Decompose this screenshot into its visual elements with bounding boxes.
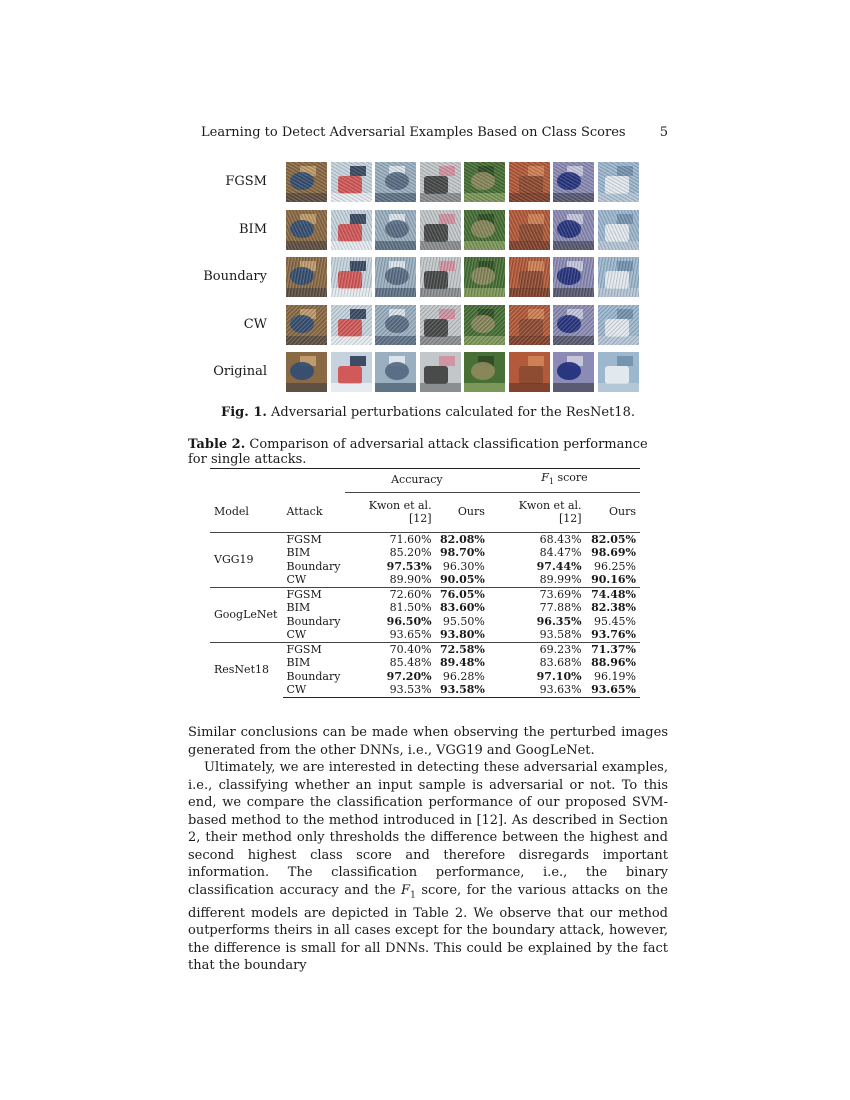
f1-ours-cell: 96.25%: [594, 559, 636, 573]
acc-kwon-cell: 72.60%: [345, 587, 436, 601]
figure-row-label: Boundary: [203, 269, 267, 284]
col-f1-ours: Ours: [586, 492, 640, 532]
thumbnail-frog: [464, 352, 505, 392]
figure-caption-label: Fig. 1.: [221, 405, 267, 420]
col-model: Model: [210, 492, 283, 532]
thumbnail-airplane: [420, 257, 461, 297]
table-row: [210, 642, 640, 656]
figure-row-label: FGSM: [225, 174, 267, 189]
acc-kwon-cell: 89.90%: [389, 573, 432, 587]
thumbnail-truck: [553, 352, 594, 392]
f1-ours-cell: 82.05%: [591, 532, 636, 546]
figure-row: [195, 162, 645, 202]
thumbnail-frog2: [509, 210, 550, 250]
thumbnail-ship2: [375, 162, 416, 202]
figure-row-label: Original: [213, 364, 267, 379]
f1-symbol: F: [541, 471, 549, 484]
table-column-header-row: [210, 492, 640, 532]
attack-cell: BIM: [286, 601, 311, 615]
f1-ours-cell: 74.48%: [586, 587, 640, 601]
thumbnail-ship2: [375, 257, 416, 297]
col-acc-kwon: Kwon et al. [12]: [345, 492, 436, 532]
acc-kwon-cell: 70.40%: [345, 642, 436, 656]
f1-subscript: 1: [548, 477, 554, 487]
f1-ours-cell: 95.45%: [594, 614, 636, 628]
f1-kwon-cell: 73.69%: [489, 587, 586, 601]
figure-row: [195, 210, 645, 250]
f1-ours-cell: 71.37%: [586, 642, 640, 656]
f1-kwon-cell: 97.10%: [536, 669, 582, 683]
thumbnail-airplane: [420, 305, 461, 345]
f1-ours-cell: 93.65%: [586, 683, 640, 697]
thumbnail-truck: [553, 257, 594, 297]
acc-kwon-cell: 81.50%: [389, 601, 432, 615]
acc-ours-cell: 72.58%: [436, 642, 489, 656]
table-caption: [188, 437, 668, 467]
thumbnail-airplane: [420, 210, 461, 250]
acc-ours-cell: 98.70%: [439, 546, 485, 560]
f1-kwon-cell: 83.68%: [539, 656, 582, 670]
thumbnail-frog2: [509, 305, 550, 345]
acc-ours-cell: 83.60%: [439, 601, 485, 615]
thumbnail-ship: [331, 352, 372, 392]
acc-ours-cell: 90.05%: [439, 573, 485, 587]
thumbnail-truck: [553, 210, 594, 250]
col-f1-kwon: Kwon et al. [12]: [489, 492, 586, 532]
acc-kwon-cell: 85.20%: [389, 546, 432, 560]
f1-ours-cell: 93.76%: [591, 628, 636, 642]
thumbnail-ship2: [375, 352, 416, 392]
table-caption-text: Comparison of adversarial attack classification performance for single attacks.: [188, 437, 648, 467]
table-caption-label: Table 2.: [188, 437, 246, 452]
thumbnail-cat: [286, 305, 327, 345]
attack-cell: Boundary: [286, 559, 341, 573]
acc-kwon-cell: 85.48%: [389, 656, 432, 670]
acc-kwon-cell: 97.20%: [386, 669, 432, 683]
thumbnail-ship: [331, 162, 372, 202]
thumbnail-bird: [598, 210, 639, 250]
thumbnail-ship: [331, 210, 372, 250]
acc-ours-cell: 96.28%: [442, 669, 485, 683]
body-paragraph-2-part-b: score, for the various attacks on the different models are depicted in Table 2. We observe that our method outperforms theirs in all cases except for the boundary attack, however, the difference is small for all DNNs. This could be explained by the fact that the boundary: [188, 882, 668, 974]
figure-caption: [188, 405, 668, 420]
thumbnail-truck: [553, 305, 594, 345]
acc-ours-cell: 76.05%: [436, 587, 489, 601]
results-table: [210, 468, 640, 698]
thumbnail-ship2: [375, 305, 416, 345]
f1-ours-cell: 82.38%: [591, 601, 636, 615]
f1-kwon-cell: 89.99%: [539, 573, 582, 587]
body-text: [188, 724, 668, 975]
body-paragraph-1: Similar conclusions can be made when observing the perturbed images generated from the other DNNs, i.e., VGG19 and GoogLeNet.: [188, 725, 668, 758]
body-paragraph-2-part-a: Ultimately, we are interested in detecting these adversarial examples, i.e., classifying whether an input sample is adversarial or not. To this end, we compare the classification performance of our proposed SVM-based method to the method introduced in [12]. As described in Section 2, their method only thresholds the difference between the highest and second highest class score and therefore disregards important information. The classification performance, i.e., the binary classification accuracy and the: [188, 760, 668, 898]
acc-kwon-cell: 93.53%: [345, 683, 436, 697]
thumbnail-bird: [598, 257, 639, 297]
thumbnail-ship: [331, 305, 372, 345]
running-title: Learning to Detect Adversarial Examples Based on Class Scores: [201, 125, 626, 140]
acc-kwon-cell: 93.65%: [389, 628, 432, 642]
table-row: [210, 587, 640, 601]
f1-group-header-label: score: [557, 471, 588, 484]
f1-kwon-cell: 93.58%: [539, 628, 582, 642]
thumbnail-cat: [286, 210, 327, 250]
f1-ours-cell: 88.96%: [591, 656, 636, 670]
thumbnail-frog2: [509, 162, 550, 202]
model-cell: VGG19: [214, 552, 254, 566]
thumbnail-frog: [464, 210, 505, 250]
thumbnail-airplane: [420, 352, 461, 392]
attack-cell: CW: [286, 628, 307, 642]
thumbnail-ship2: [375, 210, 416, 250]
f1-kwon-cell: 97.44%: [536, 559, 582, 573]
acc-ours-cell: 96.30%: [442, 559, 485, 573]
attack-cell: Boundary: [286, 669, 341, 683]
acc-kwon-cell: 97.53%: [386, 559, 432, 573]
model-cell: ResNet18: [210, 642, 283, 697]
thumbnail-bird: [598, 305, 639, 345]
thumbnail-bird: [598, 162, 639, 202]
page-number: 5: [659, 125, 668, 140]
attack-cell: FGSM: [286, 532, 322, 546]
figure-row: [195, 352, 645, 392]
f1-kwon-cell: 84.47%: [539, 546, 582, 560]
f1-kwon-cell: 77.88%: [539, 601, 582, 615]
attack-cell: CW: [283, 683, 345, 697]
figure-row-label: BIM: [239, 221, 267, 237]
thumbnail-bird: [598, 352, 639, 392]
table-row: [210, 532, 640, 546]
thumbnail-cat: [286, 352, 327, 392]
thumbnail-frog2: [509, 352, 550, 392]
f1-kwon-cell: 69.23%: [489, 642, 586, 656]
figure-row: [195, 305, 645, 345]
col-acc-ours: Ours: [436, 492, 489, 532]
body-paragraph-2: [188, 759, 668, 975]
thumbnail-frog2: [509, 257, 550, 297]
thumbnail-frog: [464, 257, 505, 297]
acc-ours-cell: 95.50%: [442, 614, 485, 628]
model-cell: GoogLeNet: [210, 587, 283, 642]
thumbnail-cat: [286, 257, 327, 297]
f1-ours-cell: 96.19%: [594, 669, 636, 683]
figure-row-label: CW: [243, 316, 267, 332]
acc-ours-cell: 93.58%: [436, 683, 489, 697]
acc-ours-cell: 89.48%: [439, 656, 485, 670]
body-f1-subscript: 1: [410, 890, 416, 901]
thumbnail-cat: [286, 162, 327, 202]
attack-cell: BIM: [286, 656, 311, 670]
f1-ours-cell: 90.16%: [591, 573, 636, 587]
f1-kwon-cell: 96.35%: [536, 614, 582, 628]
acc-kwon-cell: 71.60%: [389, 532, 432, 546]
thumbnail-frog: [464, 162, 505, 202]
thumbnail-airplane: [420, 162, 461, 202]
thumbnail-truck: [553, 162, 594, 202]
acc-ours-cell: 82.08%: [439, 532, 485, 546]
thumbnail-ship: [331, 257, 372, 297]
figure-caption-text: Adversarial perturbations calculated for the ResNet18.: [266, 405, 635, 420]
accuracy-group-header: Accuracy: [345, 469, 489, 493]
f1-kwon-cell: 93.63%: [489, 683, 586, 697]
table-group-header-row: [210, 469, 640, 493]
thumbnail-frog: [464, 305, 505, 345]
acc-ours-cell: 93.80%: [439, 628, 485, 642]
running-head: [188, 125, 668, 145]
f1-kwon-cell: 68.43%: [539, 532, 582, 546]
attack-cell: CW: [286, 573, 307, 587]
attack-cell: FGSM: [283, 642, 345, 656]
body-f1-symbol: F: [401, 882, 411, 898]
figure-row: [195, 257, 645, 297]
acc-kwon-cell: 96.50%: [386, 614, 432, 628]
f1-ours-cell: 98.69%: [591, 546, 636, 560]
attack-cell: FGSM: [283, 587, 345, 601]
attack-cell: BIM: [286, 546, 311, 560]
attack-cell: Boundary: [286, 614, 341, 628]
col-attack: Attack: [283, 492, 345, 532]
f1-group-header: [489, 469, 640, 493]
